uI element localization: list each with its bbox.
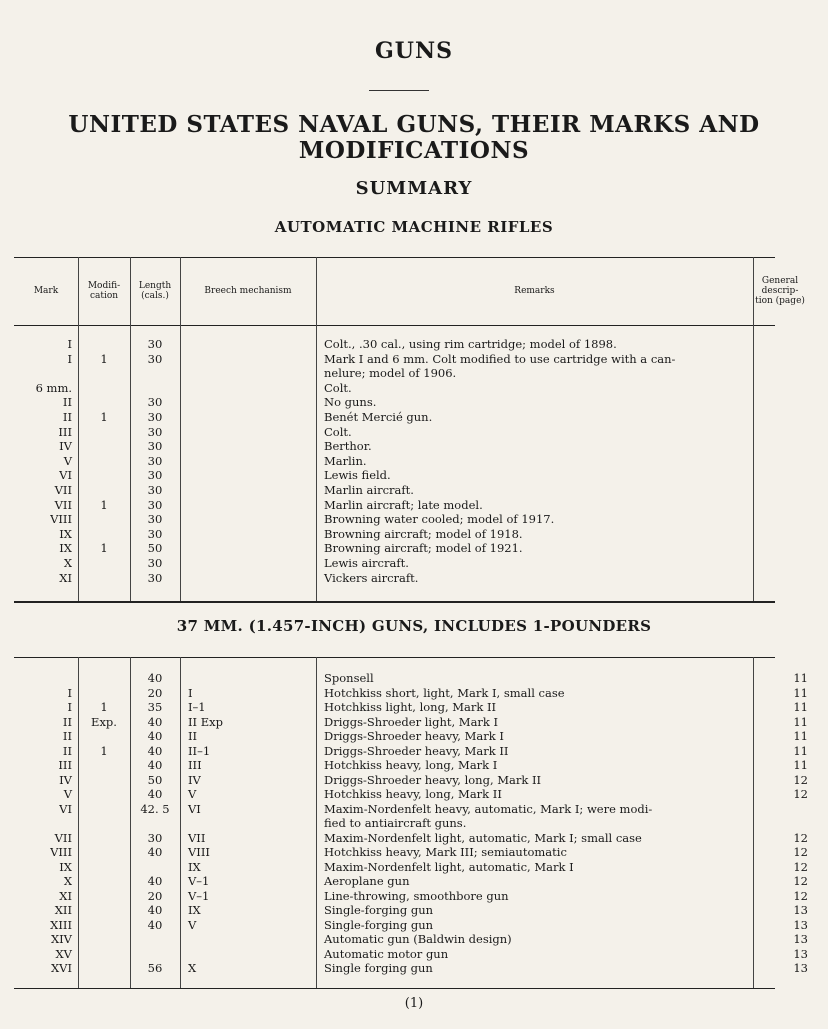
- mark-cell: IX: [59, 859, 72, 874]
- remarks-cell: Marlin.: [324, 453, 367, 468]
- mark-cell: XVI: [50, 961, 72, 975]
- table-row: [0, 483, 828, 497]
- modification-cell: 1: [100, 351, 108, 366]
- length-cell: 40: [147, 787, 163, 801]
- length-cell: 40: [147, 845, 163, 859]
- table1-bottom-rule: [14, 601, 775, 603]
- length-cell: 30: [147, 410, 163, 424]
- table-row: [0, 729, 828, 743]
- mark-cell: I: [67, 685, 72, 700]
- length-cell: 30: [147, 556, 163, 570]
- length-cell: 30: [147, 830, 163, 845]
- breech-cell: II–1: [188, 743, 211, 758]
- length-cell: 42. 5: [140, 801, 170, 816]
- table-row: [0, 773, 828, 787]
- page-cell: 11: [793, 743, 808, 758]
- col-header-modification: Modifi- cation: [87, 281, 121, 301]
- mark-cell: VII: [54, 830, 72, 845]
- length-cell: 30: [147, 526, 163, 541]
- mark-cell: V: [63, 787, 72, 801]
- breech-cell: IX: [188, 859, 201, 874]
- length-cell: 40: [147, 743, 163, 758]
- mark-cell: IX: [59, 526, 72, 541]
- mark-cell: II: [62, 714, 72, 729]
- table-row: [0, 512, 828, 526]
- table-row: [0, 395, 828, 409]
- table-row: [0, 468, 828, 482]
- table-row: [0, 527, 828, 541]
- table-row: [0, 802, 828, 816]
- table1-header-rule: [14, 325, 775, 326]
- page-heading: GUNS: [375, 38, 453, 64]
- length-cell: 20: [147, 685, 163, 700]
- breech-cell: V: [188, 787, 197, 801]
- length-cell: 40: [147, 917, 163, 932]
- mark-cell: IV: [59, 439, 72, 454]
- length-cell: 30: [147, 512, 163, 527]
- length-cell: 20: [147, 888, 163, 903]
- breech-cell: II: [188, 729, 198, 743]
- mark-cell: X: [63, 874, 72, 888]
- page-cell: 11: [793, 714, 808, 729]
- remarks-cell: Single-forging gun: [324, 903, 434, 917]
- mark-cell: I: [67, 351, 72, 366]
- mark-cell: I: [67, 700, 72, 714]
- mark-cell: XI: [59, 570, 72, 585]
- main-title: [0, 112, 828, 164]
- page-cell: 11: [793, 729, 808, 743]
- modification-cell: 1: [100, 743, 108, 758]
- modification-cell: 1: [100, 541, 108, 556]
- table-row: [0, 337, 828, 351]
- remarks-cell: Automatic motor gun: [324, 946, 449, 961]
- remarks-cell: Browning aircraft; model of 1918.: [324, 526, 523, 541]
- remarks-cell: Marlin aircraft; late model.: [324, 497, 483, 512]
- main-title-line-1: UNITED STATES NAVAL GUNS, THEIR MARKS AND: [68, 111, 760, 138]
- breech-cell: IX: [188, 903, 201, 917]
- table-row: [0, 366, 828, 380]
- mark-cell: I: [67, 337, 72, 351]
- length-cell: 30: [147, 424, 163, 439]
- modification-cell: Exp.: [91, 714, 117, 729]
- table-row: [0, 381, 828, 395]
- table-row: [0, 410, 828, 424]
- modification-cell: 1: [100, 410, 108, 424]
- page-cell: 13: [793, 932, 808, 946]
- remarks-cell: Automatic gun (Baldwin design): [324, 932, 512, 946]
- length-cell: 30: [147, 395, 163, 410]
- col-header-general: General descrip- tion (page): [755, 276, 805, 306]
- table-row: [0, 686, 828, 700]
- table-row: [0, 903, 828, 917]
- length-cell: 30: [147, 439, 163, 454]
- length-cell: 30: [147, 570, 163, 585]
- page-cell: 11: [793, 671, 808, 685]
- remarks-cell: Berthor.: [324, 439, 372, 454]
- page-cell: 12: [793, 874, 808, 888]
- table-row: [0, 744, 828, 758]
- remarks-cell: Hotchkiss short, light, Mark I, small case: [324, 685, 565, 700]
- table-row: [0, 787, 828, 801]
- table-row: [0, 918, 828, 932]
- mark-cell: XV: [55, 946, 72, 961]
- table-row: [0, 454, 828, 468]
- breech-cell: I: [188, 685, 193, 700]
- length-cell: 30: [147, 468, 163, 483]
- breech-cell: I–1: [188, 700, 206, 714]
- remarks-cell: Line-throwing, smoothbore gun: [324, 888, 509, 903]
- remarks-cell: Maxim-Nordenfelt light, automatic, Mark I: [324, 859, 574, 874]
- mark-cell: VI: [59, 801, 72, 816]
- col-header-remarks: Remarks: [514, 286, 555, 296]
- remarks-cell: Driggs-Shroeder heavy, long, Mark II: [324, 772, 542, 787]
- page-cell: 12: [793, 830, 808, 845]
- table-row: [0, 758, 828, 772]
- summary-heading: SUMMARY: [355, 178, 473, 199]
- remarks-cell: Mark I and 6 mm. Colt modified to use cartridge with a can-: [324, 351, 676, 366]
- page-number: (1): [404, 996, 424, 1011]
- breech-cell: X: [188, 961, 197, 975]
- page-cell: 11: [793, 685, 808, 700]
- remarks-cell: Hotchkiss light, long, Mark II: [324, 700, 497, 714]
- length-cell: 40: [147, 874, 163, 888]
- remarks-cell: Sponsell: [324, 671, 374, 685]
- remarks-cell: Browning aircraft; model of 1921.: [324, 541, 523, 556]
- table-row: [0, 932, 828, 946]
- remarks-cell: Hotchkiss heavy, Mark III; semiautomatic: [324, 845, 567, 859]
- breech-cell: V–1: [188, 888, 210, 903]
- breech-cell: III: [188, 758, 202, 772]
- mark-cell: X: [63, 556, 72, 570]
- mark-cell: XII: [54, 903, 72, 917]
- remarks-cell: Colt.: [324, 424, 352, 439]
- length-cell: 30: [147, 483, 163, 497]
- remarks-cell: Hotchkiss heavy, long, Mark I: [324, 758, 498, 772]
- col-header-length: Length (cals.): [138, 281, 172, 301]
- length-cell: 40: [147, 729, 163, 743]
- table-row: [0, 352, 828, 366]
- table-row: [0, 571, 828, 585]
- breech-cell: VI: [188, 801, 201, 816]
- mark-cell: 6 mm.: [35, 380, 72, 395]
- length-cell: 50: [147, 772, 163, 787]
- page-cell: 13: [793, 946, 808, 961]
- mark-cell: XI: [59, 888, 72, 903]
- table-row: [0, 874, 828, 888]
- page-cell: 13: [793, 917, 808, 932]
- remarks-cell: Lewis aircraft.: [324, 556, 409, 570]
- breech-cell: II Exp: [188, 714, 223, 729]
- remarks-cell: Driggs-Shroeder light, Mark I: [324, 714, 499, 729]
- breech-cell: VII: [188, 830, 206, 845]
- page-cell: 11: [793, 700, 808, 714]
- remarks-cell: Single-forging gun: [324, 917, 434, 932]
- page-cell: 12: [793, 859, 808, 874]
- modification-cell: 1: [100, 700, 108, 714]
- breech-cell: V: [188, 917, 197, 932]
- remarks-cell: Vickers aircraft.: [324, 570, 419, 585]
- breech-cell: IV: [188, 772, 201, 787]
- mark-cell: II: [62, 743, 72, 758]
- mark-cell: VI: [59, 468, 72, 483]
- remarks-cell: Colt.: [324, 380, 352, 395]
- mark-cell: V: [63, 453, 72, 468]
- remarks-cell: Marlin aircraft.: [324, 483, 414, 497]
- heading-rule: [369, 90, 429, 91]
- page-cell: 12: [793, 888, 808, 903]
- remarks-cell: Colt., .30 cal., using rim cartridge; model of 1898.: [324, 337, 617, 351]
- table-row: [0, 556, 828, 570]
- mark-cell: VII: [54, 497, 72, 512]
- modification-cell: 1: [100, 497, 108, 512]
- col-header-mark: Mark: [33, 286, 59, 296]
- remarks-cell: Lewis field.: [324, 468, 391, 483]
- mark-cell: III: [58, 424, 72, 439]
- length-cell: 30: [147, 497, 163, 512]
- remarks-cell: fied to antiaircraft guns.: [324, 816, 467, 830]
- length-cell: 30: [147, 351, 163, 366]
- remarks-cell: Driggs-Shroeder heavy, Mark II: [324, 743, 509, 758]
- mark-cell: II: [62, 410, 72, 424]
- table-row: [0, 541, 828, 555]
- length-cell: 40: [147, 714, 163, 729]
- remarks-cell: Single forging gun: [324, 961, 433, 975]
- table2-top-rule: [14, 657, 775, 658]
- remarks-cell: Maxim-Nordenfelt heavy, automatic, Mark I; were modi-: [324, 801, 653, 816]
- page-cell: 12: [793, 772, 808, 787]
- section-2-title: 37 MM. (1.457-INCH) GUNS, INCLUDES 1-POUNDERS: [176, 617, 652, 635]
- length-cell: 30: [147, 337, 163, 351]
- col-header-breech: Breech mechanism: [204, 286, 292, 296]
- table-row: [0, 889, 828, 903]
- remarks-cell: Aeroplane gun: [324, 874, 410, 888]
- remarks-cell: Hotchkiss heavy, long, Mark II: [324, 787, 502, 801]
- length-cell: 56: [147, 961, 163, 975]
- length-cell: 40: [147, 903, 163, 917]
- table-row: [0, 845, 828, 859]
- table2-bottom-rule: [14, 988, 775, 989]
- mark-cell: XIII: [50, 917, 72, 932]
- table1-top-rule: [14, 257, 775, 258]
- remarks-cell: Driggs-Shroeder heavy, Mark I: [324, 729, 504, 743]
- remarks-cell: Browning water cooled; model of 1917.: [324, 512, 555, 527]
- length-cell: 40: [147, 671, 163, 685]
- mark-cell: II: [62, 729, 72, 743]
- length-cell: 50: [147, 541, 163, 556]
- table-row: [0, 498, 828, 512]
- page-cell: 12: [793, 845, 808, 859]
- table-row: [0, 831, 828, 845]
- remarks-cell: Maxim-Nordenfelt light, automatic, Mark I; small case: [324, 830, 642, 845]
- mark-cell: IV: [59, 772, 72, 787]
- main-title-line-2: MODIFICATIONS: [298, 137, 530, 164]
- mark-cell: III: [58, 758, 72, 772]
- table-row: [0, 439, 828, 453]
- table-row: [0, 700, 828, 714]
- remarks-cell: No guns.: [324, 395, 377, 410]
- section-1-title: AUTOMATIC MACHINE RIFLES: [274, 218, 554, 236]
- mark-cell: VIII: [50, 845, 72, 859]
- mark-cell: IX: [59, 541, 72, 556]
- breech-cell: V–1: [188, 874, 210, 888]
- mark-cell: XIV: [50, 932, 72, 946]
- page-cell: 13: [793, 961, 808, 975]
- mark-cell: VIII: [50, 512, 72, 527]
- table-row: [0, 671, 828, 685]
- table-row: [0, 947, 828, 961]
- table-row: [0, 425, 828, 439]
- remarks-cell: Benét Mercié gun.: [324, 410, 433, 424]
- length-cell: 35: [147, 700, 163, 714]
- remarks-cell: nelure; model of 1906.: [324, 366, 457, 381]
- page-cell: 13: [793, 903, 808, 917]
- page-cell: 11: [793, 758, 808, 772]
- table-row: [0, 860, 828, 874]
- length-cell: 30: [147, 453, 163, 468]
- mark-cell: VII: [54, 483, 72, 497]
- page-cell: 12: [793, 787, 808, 801]
- mark-cell: II: [62, 395, 72, 410]
- table-row: [0, 816, 828, 830]
- table-row: [0, 715, 828, 729]
- breech-cell: VIII: [188, 845, 210, 859]
- table-row: [0, 961, 828, 975]
- length-cell: 40: [147, 758, 163, 772]
